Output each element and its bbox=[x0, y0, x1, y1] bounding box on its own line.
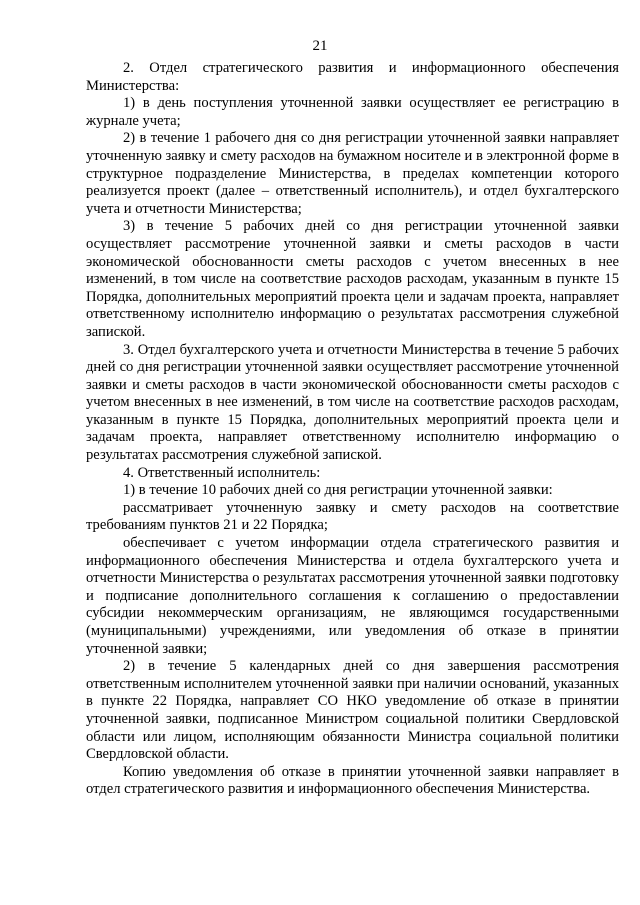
paragraph-section-2-item-3: 3) в течение 5 рабочих дней со дня регистрации уточненной заявки осуществляет рассмотрение уточненной заявки и сметы расходов в части экономической обоснованности сметы расходов с учетом внесенных в нее изменений, в том числе на соответствие расходов расходам, указанным в пункте 15 Порядка, дополнительных мероприятий проекта цели и задачам проекта, направляет ответственному исполнителю информацию о результатах рассмотрения служебной запиской. bbox=[86, 218, 619, 340]
paragraph-section-4: 4. Ответственный исполнитель: bbox=[123, 464, 321, 481]
paragraph-section-4-item-2: 2) в течение 5 календарных дней со дня завершения рассмотрения ответственным исполнителем уточненной заявки при наличии оснований, указанных в пункте 22 Порядка, направляет СО НКО уведомление об отказе в принятии уточненной заявки, подписанное Министром социальной политики Свердловской области или лицом, исполняющим обязанности Министра социальной политики Свердловской области. bbox=[86, 658, 619, 763]
paragraph-section-4-item-1-b: обеспечивает с учетом информации отдела стратегического развития и информационного обеспечения Министерства и отдела бухгалтерского учета и отчетности Министерства о результатах рассмотрения уточненной заявки подготовку и подписание дополнительного соглашения к соглашению о предоставлении субсидии некоммерческим организациям, не являющимся государственными (муниципальными) учреждениями, или уведомления об отказе в принятии уточненной заявки; bbox=[86, 535, 619, 657]
paragraph-copy-notice: Копию уведомления об отказе в принятии уточненной заявки направляет в отдел стратегического развития и информационного обеспечения Министерства. bbox=[86, 763, 619, 798]
paragraph-section-4-item-1: 1) в течение 10 рабочих дней со дня регистрации уточненной заявки: bbox=[123, 482, 553, 499]
page-number: 21 bbox=[312, 38, 328, 54]
paragraph-section-3: 3. Отдел бухгалтерского учета и отчетности Министерства в течение 5 рабочих дней со дня регистрации уточненной заявки осуществляет рассмотрение уточненной заявки и сметы расходов в части экономической обоснованности сметы расходов с учетом внесенных в нее изменений, в том числе на соответствие расходов расходам, указанным в пункте 15 Порядка, дополнительных мероприятий проекта цели и задачам проекта, направляет ответственному исполнителю информацию о результатах рассмотрения служебной запиской. bbox=[86, 341, 619, 464]
document-body bbox=[86, 60, 619, 799]
paragraph-section-2-item-2: 2) в течение 1 рабочего дня со дня регистрации уточненной заявки направляет уточненную заявку и смету расходов на бумажном носителе и в электронной форме в структурное подразделение Министерства, в пределах компетенции которого реализуется проект (далее – ответственный исполнитель), и отдел бухгалтерского учета и отчетности Министерства; bbox=[86, 130, 619, 217]
paragraph-section-2: 2. Отдел стратегического развития и информационного обеспечения Министерства: bbox=[86, 60, 619, 94]
paragraph-section-2-item-1: 1) в день поступления уточненной заявки осуществляет ее регистрацию в журнале учета; bbox=[86, 95, 619, 129]
paragraph-section-4-item-1-a: рассматривает уточненную заявку и смету расходов на соответствие требованиям пунктов 21 и 22 Порядка; bbox=[86, 499, 619, 534]
